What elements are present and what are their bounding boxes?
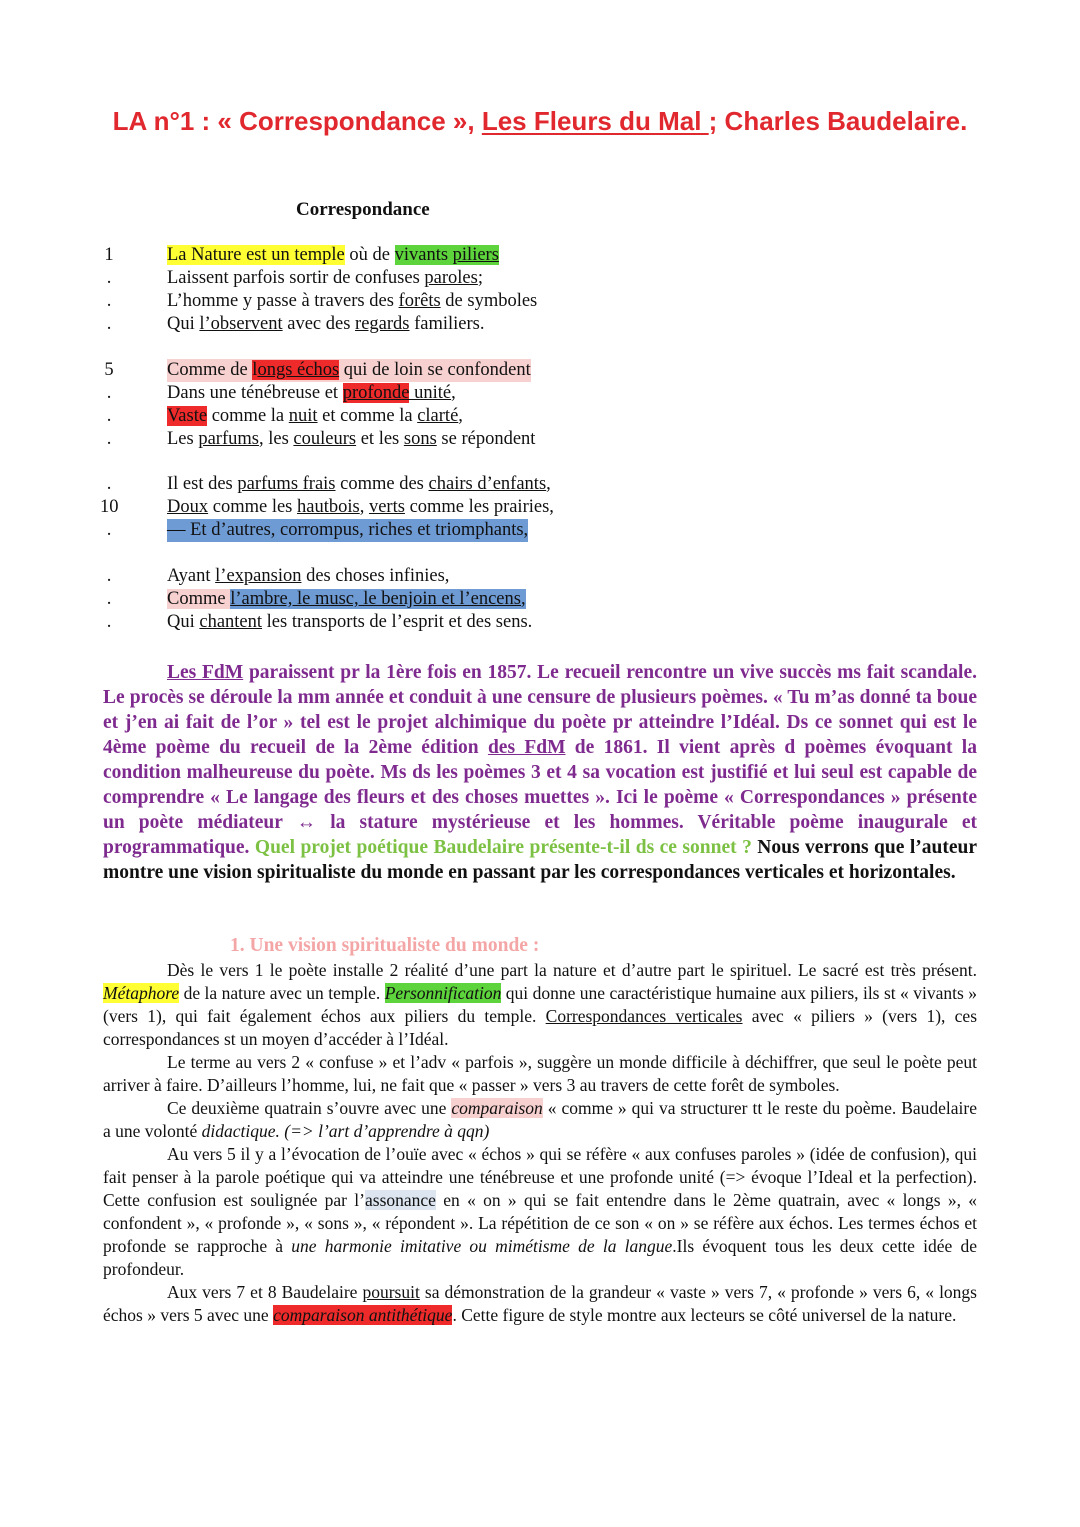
verse-line-10: 10 Doux comme les hautbois, verts comme les prairies, — [100, 497, 554, 517]
line-number: . — [106, 520, 112, 540]
poem-title: Correspondance — [296, 199, 430, 220]
work-title: Les Fleurs du Mal — [481, 106, 709, 136]
stanza-1 — [100, 244, 700, 336]
verse-line-3: . L’homme y passe à travers des forêts de symboles — [100, 290, 700, 313]
stanza-2 — [100, 359, 700, 451]
analysis-paragraph-4: Au vers 5 il y a l’évocation de l’ouïe avec « échos » qui se réfère « aux confuses paroles » (idée de confusion), qui fait penser à la parole poétique qui va atteindre une ténébreuse et une profonde unité (=> évoque l’Ideal et la perfection). Cette confusion est soulignée par l’assonance en « on » qui se fait entendre dans le 2ème quatrain, avec « longs », « confondent », « profonde », « sons », « répondent ». La répétition de ce son « on » se réfère aux échos. Les termes échos et profonde se rapproche à une harmonie imitative ou mimétisme de la langue.Ils évoquent tous les deux cette idée de profondeur. — [103, 1144, 977, 1279]
line-number: . — [106, 566, 112, 586]
line-number: . — [106, 268, 112, 288]
verse-line-11: . — Et d’autres, corrompus, riches et triomphants, — [100, 519, 700, 542]
analysis-paragraph-2: Le terme au vers 2 « confuse » et l’adv « parfois », suggère un monde difficile à déchiffrer, que seul le poète peut arriver à faire. D’ailleurs l’homme, lui, ne fait que « passer » vers 3 au travers de cette forêt de symboles. — [103, 1052, 977, 1095]
line-number: . — [106, 406, 112, 426]
analysis-paragraph-5: Aux vers 7 et 8 Baudelaire poursuit sa démonstration de la grandeur « vaste » vers 7, « profonde » vers 6, « longs échos » vers 5 avec une comparaison antithétique. Cette figure de style montre aux lecteurs se côté universel de la nature. — [103, 1282, 977, 1325]
verse-line-2: . Laissent parfois sortir de confuses paroles; — [100, 267, 700, 290]
verse-line-5: 5 Comme de longs échos qui de loin se confondent — [100, 359, 700, 382]
verse-line-12: . Ayant l’expansion des choses infinies, — [100, 565, 700, 588]
line-number: . — [106, 314, 112, 334]
verse-line-4: . Qui l’observent avec des regards familiers. — [100, 313, 700, 336]
line-number: . — [106, 474, 112, 494]
plan-announcement: Nous verrons que l’auteur montre une vision spiritualiste du monde en passant par les correspondances verticales et horizontales. — [103, 837, 978, 883]
line-number: . — [106, 612, 112, 632]
line-number: 10 — [100, 497, 119, 517]
problematique: Quel projet poétique Baudelaire présente-t-il ds ce sonnet ? — [254, 837, 752, 858]
stanza-4 — [100, 565, 700, 634]
line-number: . — [106, 383, 112, 403]
line-number: . — [106, 291, 112, 311]
analysis-paragraph-1: Dès le vers 1 le poète installe 2 réalité d’une part la nature et d’autre part le spirituel. Le sacré est très présent. Métaphore de la nature avec un temple. Personnification qui donne une caractéristique humaine aux piliers, ils st « vivants » (vers 1), qui fait également échos aux piliers du temple. Correspondances verticales avec « piliers » (vers 1), ces correspondances st un moyen d’accéder à l’Idéal. — [103, 960, 978, 1049]
verse-line-9: . Il est des parfums frais comme des chairs d’enfants, — [100, 473, 700, 496]
verse-line-7: . Vaste comme la nuit et comme la clarté, — [100, 405, 700, 428]
verse-line-14: . Qui chantent les transports de l’esprit et des sens. — [100, 611, 700, 634]
line-number: 5 — [104, 360, 114, 380]
verse-line-13: . Comme l’ambre, le musc, le benjoin et l’encens, — [100, 588, 700, 611]
line-number: . — [106, 429, 112, 449]
verse-line-8: . Les parfums, les couleurs et les sons se répondent — [100, 428, 700, 451]
stanza-3 — [100, 473, 700, 542]
line-number: 1 — [104, 245, 114, 265]
verse-line-6: . Dans une ténébreuse et profonde unité, — [100, 382, 700, 405]
section-heading: 1. Une vision spiritualiste du monde : — [230, 935, 540, 956]
page-title: LA n°1 : « Correspondance », Les Fleurs du Mal ; Charles Baudelaire. — [112, 106, 968, 136]
analysis-body — [103, 959, 977, 1327]
verse-line-1: 1 La Nature est un temple où de vivants piliers — [100, 244, 700, 267]
line-number: . — [106, 589, 112, 609]
introduction-paragraph: Les FdM paraissent pr la 1ère fois en 1857. Le recueil rencontre un vive succès ms fait scandale. Le procès se déroule la mm année et conduit à une censure de plusieurs poèmes. « Tu m’as donné ta boue et j’en ai fait de l’or » tel est le projet alchimique du poète pr atteindre l’Idéal. Ds ce sonnet qui est le 4ème poème du recueil de la 2ème édition des FdM de 1861. Il vient après d poèmes évoquant la condition malheureuse du poète. Ms ds les poèmes 3 et 4 sa vocation est justifié et lui seul est capable de comprendre « Le langage des fleurs et des choses muettes ». Ici le poème « Correspondances » présente un poète médiateur ↔ la stature mystérieuse et les hommes. Véritable poème inaugurale et programmatique. Quel projet poétique Baudelaire présente-t-il ds ce sonnet ? Nous verrons que l’auteur montre une vision spiritualiste du monde en passant par les correspondances verticales et horizontales. — [103, 662, 978, 883]
analysis-paragraph-3: Ce deuxième quatrain s’ouvre avec une comparaison « comme » qui va structurer tt le reste du poème. Baudelaire a une volonté didactique. (=> l’art d’apprendre à qqn) — [103, 1098, 977, 1141]
